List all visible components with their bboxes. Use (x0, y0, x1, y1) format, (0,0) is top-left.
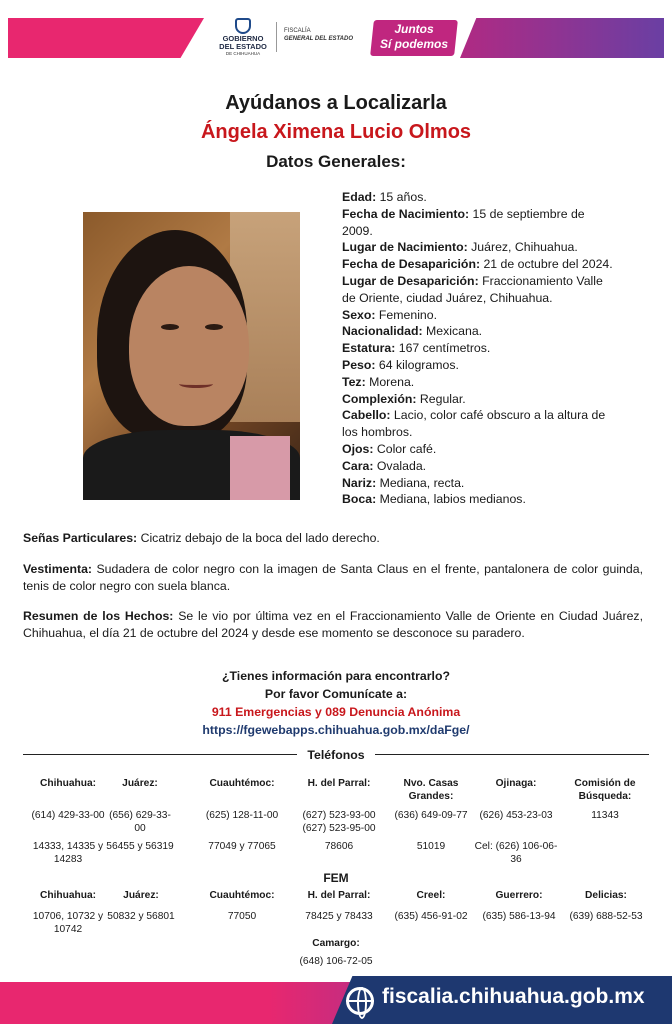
detail-label: Sexo: (342, 307, 376, 322)
detail-value: 15 de septiembre de 2009. (342, 206, 585, 238)
footer (0, 968, 672, 1024)
phone-header: Cuauhtémoc: (209, 778, 275, 789)
juntos-line2: Sí podemos (379, 37, 448, 51)
header-divider (276, 22, 277, 52)
detail-value: Ovalada. (373, 458, 427, 473)
globe-icon (346, 987, 374, 1015)
detail-item (342, 475, 614, 492)
phone-value: 51019 (416, 841, 446, 852)
phone-value: (614) 429-33-00 (31, 810, 105, 821)
gobierno-line3: DE CHIHUAHUA (225, 51, 261, 56)
detail-value: Fraccionamiento Valle de Oriente, ciudad Juárez, Chihuahua. (342, 273, 603, 305)
header-pink-band (8, 18, 204, 58)
detail-item (342, 206, 614, 240)
detail-label: Boca: (342, 492, 377, 507)
person-name: Ángela Ximena Lucio Olmos (200, 121, 472, 143)
detail-value: Lacio, color café obscuro a la altura de los hombros. (342, 408, 606, 440)
fem-value: (639) 688-52-53 (569, 911, 643, 922)
phone-value: 11343 (591, 810, 619, 821)
senas-particulares: Señas Particulares: Cicatriz debajo de la boca del lado derecho. (23, 531, 380, 545)
detail-item (342, 407, 614, 441)
person-photo (83, 212, 300, 500)
detail-label: Cabello: (342, 408, 391, 423)
fem-header: Camargo: (312, 938, 360, 949)
detail-label: Peso: (342, 357, 376, 372)
gobierno-logo (213, 18, 273, 60)
detail-item (342, 491, 614, 508)
detail-value: Mediana, labios medianos. (376, 492, 526, 507)
detail-label: Cara: (342, 458, 374, 473)
juntos-badge (368, 18, 460, 58)
detail-item (342, 357, 614, 374)
detail-value: Color café. (373, 441, 437, 456)
phone-header: Chihuahua: (39, 778, 97, 789)
info-question: ¿Tienes información para encontrarlo? (222, 669, 450, 683)
detail-value: Mexicana. (422, 324, 483, 339)
header-purple-band (460, 18, 664, 58)
datos-generales-title: Datos Generales: (266, 152, 406, 171)
shield-icon (235, 18, 251, 34)
info-emergency: 911 Emergencias y 089 Denuncia Anónima (211, 705, 461, 719)
detail-item (342, 323, 614, 340)
detail-item (342, 391, 614, 408)
detail-value: 167 centímetros. (395, 341, 491, 356)
detail-value: 15 años. (376, 190, 427, 204)
fem-header: Delicias: (585, 890, 627, 901)
vestimenta: Vestimenta: Sudadera de color negro con la imagen de Santa Claus en el frente, pantalonera de color guinda, tenis de color negro con suela blanca. (23, 562, 643, 593)
phone-value: 77049 y 77065 (208, 841, 276, 852)
phone-value: (627) 523-93-00 (627) 523-95-00 (302, 810, 376, 834)
detail-label: Ojos: (342, 441, 374, 456)
phone-value: (626) 453-23-03 (479, 810, 553, 821)
fem-value: 78425 y 78433 (305, 911, 373, 922)
fem-header: H. del Parral: (307, 890, 371, 901)
phone-header: H. del Parral: (307, 778, 371, 789)
fem-value: (635) 586-13-94 (482, 911, 556, 922)
detail-label: Estatura: (342, 341, 396, 356)
phone-header: Ojinaga: (495, 778, 537, 789)
fem-value: 10706, 10732 y 10742 (32, 911, 104, 935)
page-title: Ayúdanos a Localizarla (225, 92, 447, 114)
detail-value: Juárez, Chihuahua. (467, 240, 578, 255)
telefonos-title: Teléfonos (0, 746, 672, 764)
detail-value: Mediana, recta. (376, 475, 465, 490)
fem-value: (648) 106-72-05 (299, 956, 373, 967)
details-list (342, 189, 614, 508)
phone-header: Comisión de Búsqueda: (574, 778, 636, 802)
fiscalia-logo (284, 27, 353, 43)
gobierno-line2: DEL ESTADO (219, 42, 267, 51)
resumen-hechos: Resumen de los Hechos: Se le vio por última vez en el Fraccionamiento Valle de Oriente en Ciudad Juárez, Chihuahua, el día 21 de octubre del 2024 y desde ese momento se desconoce su paradero. (23, 609, 643, 640)
detail-item (342, 239, 614, 256)
detail-value: Regular. (416, 391, 466, 406)
detail-label: Lugar de Nacimiento: (342, 240, 468, 255)
fiscalia-line2: GENERAL DEL ESTADO (284, 36, 354, 42)
detail-value: 64 kilogramos. (375, 357, 459, 372)
detail-label: Fecha de Desaparición: (342, 257, 481, 272)
fem-header: Juárez: (123, 890, 159, 901)
detail-label: Fecha de Nacimiento: (342, 206, 470, 221)
detail-item (342, 458, 614, 475)
detail-value: 21 de octubre del 2024. (480, 257, 613, 272)
detail-item (342, 441, 614, 458)
fem-header: Guerrero: (495, 890, 543, 901)
detail-item (342, 273, 614, 307)
info-url-link[interactable]: https://fgewebapps.chihuahua.gob.mx/daFge/ (202, 723, 470, 737)
phone-value: (656) 629-33-00 (109, 810, 171, 834)
detail-item (342, 189, 614, 206)
phone-value: 14333, 14335 y 14283 (32, 841, 104, 865)
detail-label: Nariz: (342, 475, 377, 490)
fem-header: Creel: (416, 890, 446, 901)
fem-value: 50832 y 56801 (107, 911, 175, 922)
fem-value: 77050 (227, 911, 257, 922)
fem-value: (635) 456-91-02 (394, 911, 468, 922)
detail-item (342, 307, 614, 324)
detail-label: Nacionalidad: (342, 324, 423, 339)
detail-item (342, 256, 614, 273)
detail-label: Tez: (342, 374, 366, 389)
gobierno-line1: GOBIERNO (222, 34, 264, 43)
fem-title: FEM (323, 871, 349, 885)
detail-value: Femenino. (375, 307, 438, 322)
detail-label: Lugar de Desaparición: (342, 273, 479, 288)
detail-value: Morena. (365, 374, 415, 389)
phone-value: (625) 128-11-00 (205, 810, 279, 821)
phone-value: 78606 (324, 841, 354, 852)
phone-value: (636) 649-09-77 (394, 810, 468, 821)
phone-header: Juárez: (122, 778, 158, 789)
phone-value: Cel: (626) 106-06-36 (474, 841, 558, 865)
fem-header: Cuauhtémoc: (209, 890, 275, 901)
footer-url[interactable]: fiscalia.chihuahua.gob.mx (382, 985, 645, 1008)
detail-item (342, 340, 614, 357)
phone-header: Nvo. Casas Grandes: (403, 778, 459, 802)
phone-value: 56455 y 56319 (106, 841, 174, 852)
info-please: Por favor Comunícate a: (264, 687, 408, 701)
detail-label: Complexión: (342, 391, 417, 406)
juntos-line1: Juntos (394, 22, 434, 36)
fiscalia-line1: FISCALÍA (284, 28, 311, 34)
detail-label: Edad: (342, 190, 377, 204)
fem-header: Chihuahua: (39, 890, 97, 901)
detail-item (342, 374, 614, 391)
